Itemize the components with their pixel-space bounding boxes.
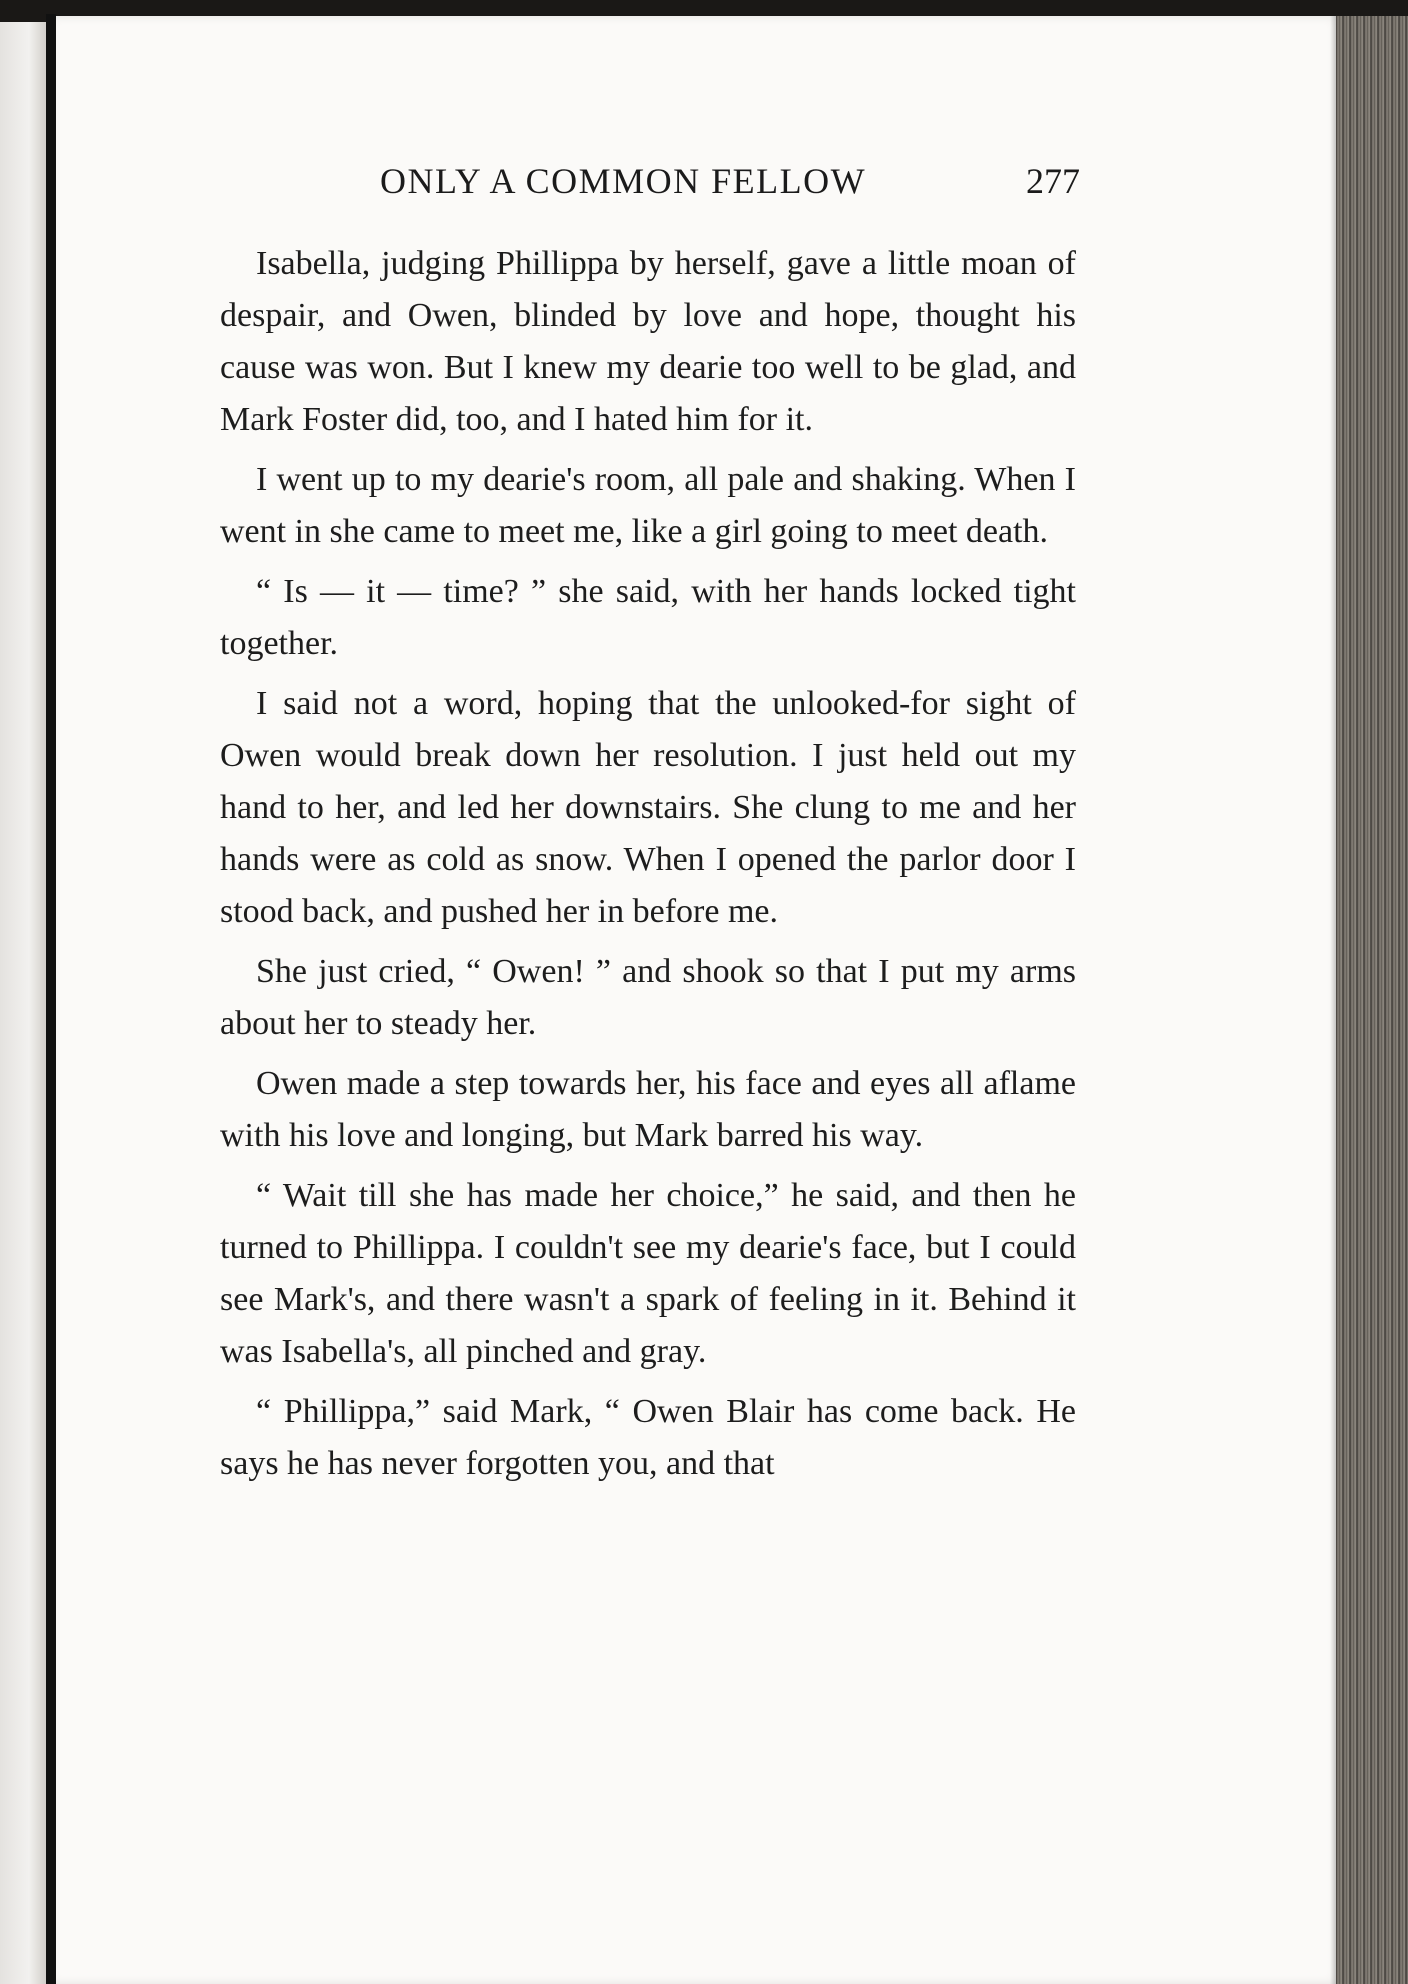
page-stack-edge xyxy=(1336,16,1408,1984)
page-number: 277 xyxy=(1026,161,1080,201)
paragraph: I went up to my dearie's room, all pale and shaking. When I went in she came to meet me, like a girl going to meet death. xyxy=(220,461,1076,550)
paragraph: She just cried, “ Owen! ” and shook so that I put my arms about her to steady her. xyxy=(220,953,1076,1042)
paragraph: Owen made a step towards her, his face and eyes all aflame with his love and longing, but Mark barred his way. xyxy=(220,1065,1076,1154)
running-title: ONLY A COMMON FELLOW xyxy=(380,161,867,201)
body-text xyxy=(220,238,1076,1498)
paragraph: Isabella, judging Phillippa by herself, gave a little moan of despair, and Owen, blinded by love and hope, thought his cause was won. But I knew my dearie too well to be glad, and Mark Foster did, too, and I hated him for it. xyxy=(220,245,1076,438)
running-header xyxy=(220,160,1080,216)
paragraph: “ Phillippa,” said Mark, “ Owen Blair has come back. He says he has never forgotten you, and that xyxy=(220,1393,1076,1482)
paragraph: “ Wait till she has made her choice,” he said, and then he turned to Phillippa. I couldn't see my dearie's face, but I could see Mark's, and there wasn't a spark of feeling in it. Behind it was Isabella's, all pinched and gray. xyxy=(220,1177,1076,1370)
paragraph: I said not a word, hoping that the unlooked-for sight of Owen would break down her resolution. I just held out my hand to her, and led her downstairs. She clung to me and her hands were as cold as snow. When I opened the parlor door I stood back, and pushed her in before me. xyxy=(220,685,1076,930)
previous-page-edge xyxy=(0,22,48,1984)
book-gutter xyxy=(46,14,56,1984)
paragraph: “ Is — it — time? ” she said, with her hands locked tight together. xyxy=(220,573,1076,662)
